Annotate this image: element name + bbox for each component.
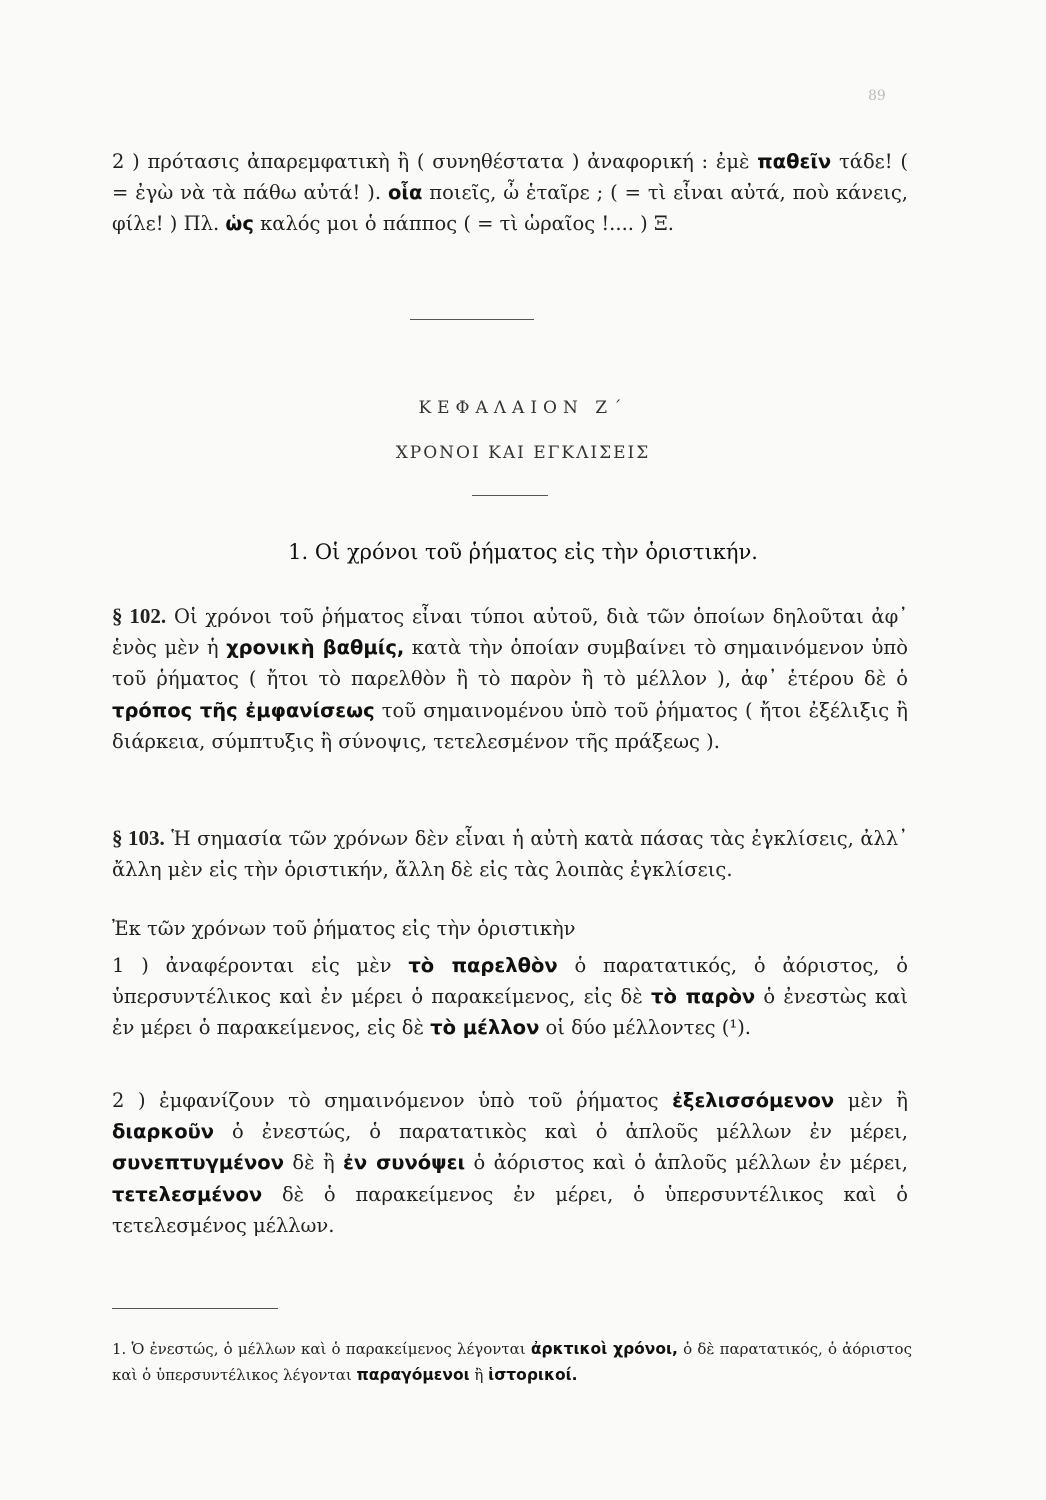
bold-term: οἷα: [387, 181, 423, 205]
text-run: Οἱ χρόνοι τοῦ ῥήματος εἶναι τύποι αὐτοῦ, διὰ τῶν ὁποίων δηλοῦται ἀφ᾽ ἑνὸς μὲν ἡ: [112, 605, 908, 660]
text-run: ἢ: [469, 1366, 489, 1384]
text-run: ὁ ἐνεστώς, ὁ παρατατικὸς καὶ ὁ ἁπλοῦς μέλλων ἐν μέρει,: [214, 1120, 908, 1144]
text-run: ποιεῖς, ὦ ἑταῖρε ; ( = τὶ εἶναι αὐτά, ποὺ κάνεις, φίλε! ) Πλ.: [112, 181, 908, 236]
bold-term: τὸ μέλλον: [430, 1016, 540, 1040]
page-number: 89: [868, 88, 886, 104]
paragraph-102: [112, 601, 908, 757]
bold-term: διαρκοῦν: [112, 1120, 215, 1144]
bold-term: τὸ παρελθὸν: [408, 954, 558, 977]
footnote-rule: [112, 1308, 278, 1309]
bold-term: ἱστορικοί.: [488, 1366, 578, 1384]
text-run: τάδε! ( = ἐγὼ νὰ τὰ πάθω αὐτά! ).: [112, 150, 908, 205]
text-run: δὲ ἢ: [283, 1151, 344, 1175]
bold-term: τὸ παρὸν: [651, 985, 756, 1009]
bold-term: παραγόμενοι: [356, 1366, 470, 1384]
text-run: δὲ ὁ παρακείμενος ἐν μέρει, ὁ ὑπερσυντέλικος καὶ ὁ τετελεσμένος μέλλων.: [112, 1182, 908, 1237]
text-run: 2 ) ἐμφανίζουν τὸ σημαινόμενον ὑπὸ τοῦ ῥήματος: [112, 1089, 673, 1112]
section-number: § 102.: [112, 604, 167, 628]
bold-term: παθεῖν: [757, 150, 832, 173]
text-run: 1 ) ἀναφέρονται εἰς μὲν: [112, 954, 409, 977]
text-run: οἱ δύο μέλλοντες (¹).: [539, 1016, 752, 1040]
list-item-2: [112, 1085, 908, 1241]
bold-term: ἀρκτικοὶ χρόνοι,: [530, 1340, 678, 1358]
text-run: ὁ παρατατικός, ὁ ἀόριστος, ὁ ὑπερσυντέλικος καὶ ἐν μέρει ὁ παρακείμενος, εἰς δὲ: [112, 954, 908, 1009]
list-item-1: [112, 950, 908, 1044]
text-run: 2 ) πρότασις ἀπαρεμφατικὴ ἢ ( συνηθέστατα ) ἀναφορική : ἐμὲ: [112, 150, 758, 173]
bold-term: τετελεσμένον: [112, 1182, 263, 1206]
text-run: ὁ ἀόριστος καὶ ὁ ἁπλοῦς μέλλων ἐν μέρει,: [465, 1151, 908, 1175]
chapter-rule-bottom: [472, 495, 548, 496]
text-run: τοῦ σημαινομένου ὑπὸ τοῦ ῥήματος ( ἤτοι ἐξέλιξις ἢ διάρκεια, σύμπτυξις ἢ σύνοψις, τετελεσμένον τῆς πράξεως ).: [112, 698, 908, 753]
chapter-title: ΧΡΟΝΟΙ ΚΑΙ ΕΓΚΛΙΣΕΙΣ: [395, 443, 651, 463]
paragraph-ek: Ἐκ τῶν χρόνων τοῦ ῥήματος εἰς τὴν ὁριστικὴν: [112, 917, 576, 940]
bold-term: συνεπτυγμένον: [112, 1151, 284, 1175]
paragraph-103: [112, 823, 908, 885]
text-run: ὁ ἐνεστὼς καὶ ἐν μέρει ὁ παρακείμενος, εἰς δὲ: [112, 985, 908, 1040]
section-heading: 1. Οἱ χρόνοι τοῦ ῥήματος εἰς τὴν ὁριστικήν.: [288, 540, 758, 564]
text-run: 1. Ὁ ἐνεστώς, ὁ μέλλων καὶ ὁ παρακείμενος λέγονται: [112, 1340, 531, 1358]
text-run: καλός μοι ὁ πάππος ( = τὶ ὡραῖος !.... ) Ξ.: [253, 212, 674, 236]
bold-term: ἐξελισσόμενον: [672, 1089, 835, 1112]
text-run: μὲν ἢ: [834, 1089, 908, 1112]
text-run: ὁ δὲ παρατατικός, ὁ ἀόριστος καὶ ὁ ὑπερσυντέλικος λέγονται: [112, 1340, 912, 1384]
section-number: § 103.: [112, 826, 165, 850]
chapter-rule-top: [410, 319, 534, 320]
bold-term: ὡς: [225, 212, 254, 236]
bold-term: ἐν συνόψει: [343, 1151, 466, 1175]
text-run: Ἡ σημασία τῶν χρόνων δὲν εἶναι ἡ αὐτὴ κατὰ πάσας τὰς ἐγκλίσεις, ἀλλ᾽ ἄλλη μὲν εἰς τὴν ὁριστικήν, ἄλλη δὲ εἰς τὰς λοιπὰς ἐγκλίσεις.: [112, 827, 908, 882]
footnote: [112, 1336, 912, 1388]
bold-term: χρονικὴ βαθμίς,: [226, 636, 405, 660]
intro-paragraph: [112, 146, 908, 240]
bold-term: τρόπος τῆς ἐμφανίσεως: [112, 698, 375, 722]
text-run: κατὰ τὴν ὁποίαν συμβαίνει τὸ σημαινόμενον ὑπὸ τοῦ ῥήματος ( ἤτοι τὸ παρελθὸν ἢ τὸ παρὸν ἢ τὸ μέλλον ), ἀφ᾽ ἑτέρου δὲ ὁ: [112, 636, 908, 691]
chapter-label: ΚΕΦΑΛΑΙΟΝ Ζ΄: [418, 398, 628, 418]
